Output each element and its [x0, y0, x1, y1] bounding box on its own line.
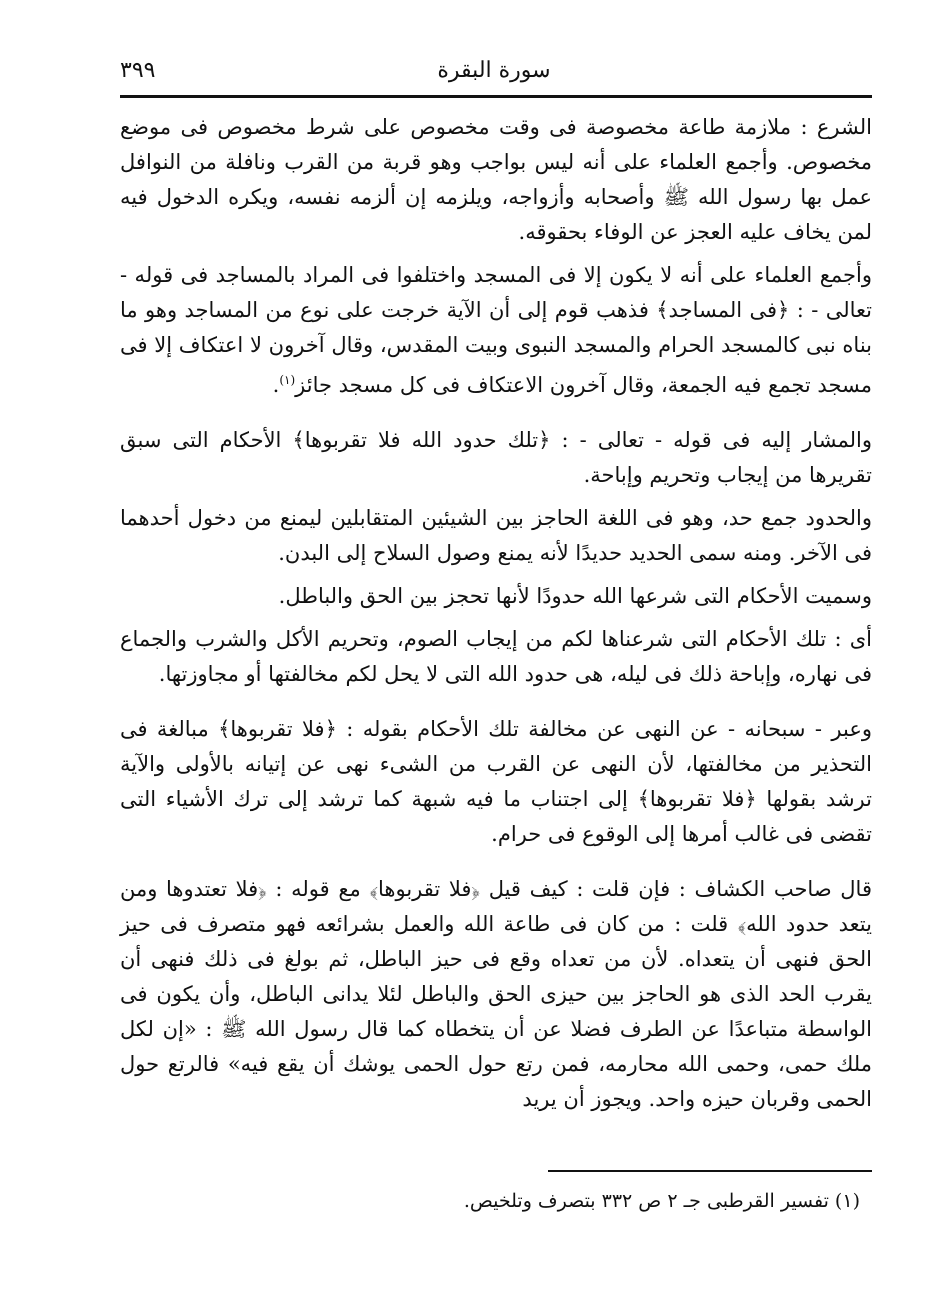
paragraph-5: وسميت الأحكام التى شرعها الله حدودًا لأنها تحجز بين الحق والباطل.	[278, 584, 872, 608]
header-rule	[120, 95, 872, 98]
running-title: سورة البقرة	[437, 58, 551, 83]
paragraph-6: أى : تلك الأحكام التى شرعناها لكم من إيجاب الصوم، وتحريم الأكل والشرب والجماع فى نهاره، وإباحة ذلك فى ليله، هى حدود الله التى لا يحل لكم مخالفتها أو مجاوزتها.	[120, 627, 872, 686]
paragraph-8: قال صاحب الكشاف : فإن قلت : كيف قيل ﴿فلا تقربوها﴾ مع قوله : ﴿فلا تعتدوها ومن يتعد حدود الله﴾ قلت : من كان فى طاعة الله والعمل بشرائعه فهو متصرف فى حيز الحق فنهى أن يتعداه. لأن من تعداه وقع فى حيز الباطل، ثم بولغ فى ذلك فنهى أن يقرب الحد الذى هو الحاجز بين حيزى الحق والباطل لئلا يدانى الباطل، وأن يكون فى الواسطة متباعدًا عن الطرف فضلا عن أن يتخطاه كما قال رسول الله ﷺ : «إن لكل ملك حمى، وحمى الله محارمه، فمن رتع حول الحمى يوشك أن يقع فيه» فالرتع حول الحمى وقربان حيزه واحد. ويجوز أن يريد	[120, 877, 872, 1111]
main-text	[120, 110, 872, 1137]
footnote-marker: (١)	[279, 373, 296, 387]
paragraph-1: الشرع : ملازمة طاعة مخصوصة فى وقت مخصوص على شرط مخصوص فى موضع مخصوص. وأجمع العلماء على أنه ليس بواجب وهو قربة من القرب ونافلة من النوافل عمل بها رسول الله ﷺ وأصحابه وأزواجه، ويلزمه إن ألزمه نفسه، ويكره الدخول فيه لمن يخاف عليه العجز عن الوفاء بحقوقه.	[120, 115, 872, 244]
footnote: (١) تفسير القرطبى جـ ٢ ص ٣٣٢ بتصرف وتلخيص.	[463, 1190, 860, 1212]
page-header	[120, 52, 868, 92]
page-number: ٣٩٩	[120, 58, 156, 83]
paragraph-2-text: وأجمع العلماء على أنه لا يكون إلا فى المسجد واختلفوا فى المراد بالمساجد فى قوله - تعالى - : ﴿فى المساجد﴾ فذهب قوم إلى أن الآية خرجت على نوع من المساجد وهو ما بناه نبى كالمسجد الحرام والمسجد النبوى وبيت المقدس، وقال آخرون لا اعتكاف إلا فى مسجد تجمع فيه الجمعة، وقال آخرون الاعتكاف فى كل مسجد جائز	[120, 263, 872, 397]
paragraph-2: وأجمع العلماء على أنه لا يكون إلا فى المسجد واختلفوا فى المراد بالمساجد فى قوله - تعالى - : ﴿فى المساجد﴾ فذهب قوم إلى أن الآية خرجت على نوع من المساجد وهو ما بناه نبى كالمسجد الحرام والمسجد النبوى وبيت المقدس، وقال آخرون لا اعتكاف إلا فى مسجد تجمع فيه الجمعة، وقال آخرون الاعتكاف فى كل مسجد جائز$^{(١)}$.	[120, 263, 872, 397]
paragraph-7: وعبر - سبحانه - عن النهى عن مخالفة تلك الأحكام بقوله : ﴿فلا تقربوها﴾ مبالغة فى التحذير من مخالفتها، لأن النهى عن القرب من الشىء نهى عن إتيانه بالأولى والآية ترشد بقولها ﴿فلا تقربوها﴾ إلى اجتناب ما فيه شبهة كما ترشد إلى ترك الأشياء التى تقضى فى غالب أمرها إلى الوقوع فى حرام.	[120, 717, 872, 846]
paragraph-4: والحدود جمع حد، وهو فى اللغة الحاجز بين الشيئين المتقابلين ليمنع من دخول أحدهما فى الآخر. ومنه سمى الحديد حديدًا لأنه يمنع وصول السلاح إلى البدن.	[120, 506, 872, 565]
paragraph-3: والمشار إليه فى قوله - تعالى - : ﴿تلك حدود الله فلا تقربوها﴾ الأحكام التى سبق تقريرها من إيجاب وتحريم وإباحة.	[120, 428, 872, 487]
footnote-rule	[548, 1170, 872, 1172]
